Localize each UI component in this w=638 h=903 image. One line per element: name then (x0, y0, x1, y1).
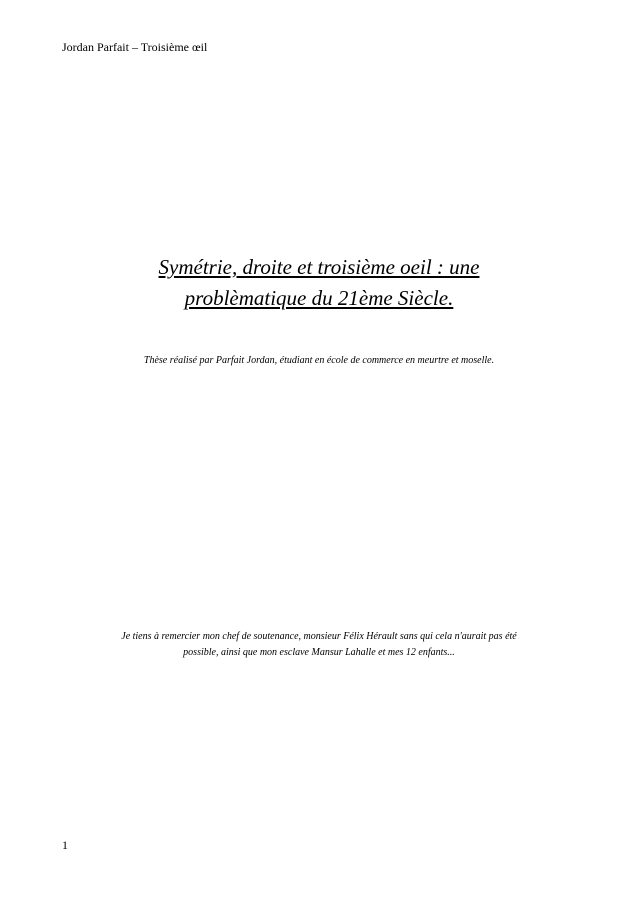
title-line-2 (62, 283, 576, 314)
acknowledgement-line-2: possible, ainsi que mon esclave Mansur Lahalle et mes 12 enfants... (183, 647, 455, 658)
author-subtitle: Thèse réalisé par Parfait Jordan, étudiant en école de commerce en meurtre et moselle. (143, 355, 495, 366)
acknowledgement-line-1: Je tiens à remercier mon chef de soutenance, monsieur Félix Hérault sans qui cela n'aurait pas été (121, 631, 517, 642)
title-line-2-text: problèmatique du 21ème Siècle. (184, 286, 454, 310)
page-number: 1 (62, 838, 68, 852)
running-header: Jordan Parfait – Troisième œil (62, 40, 208, 54)
acknowledgement (62, 629, 576, 661)
title-line-1-text: Symétrie, droite et troisième oeil : une (158, 255, 480, 279)
title-line-1 (62, 252, 576, 283)
document-title (62, 252, 576, 314)
